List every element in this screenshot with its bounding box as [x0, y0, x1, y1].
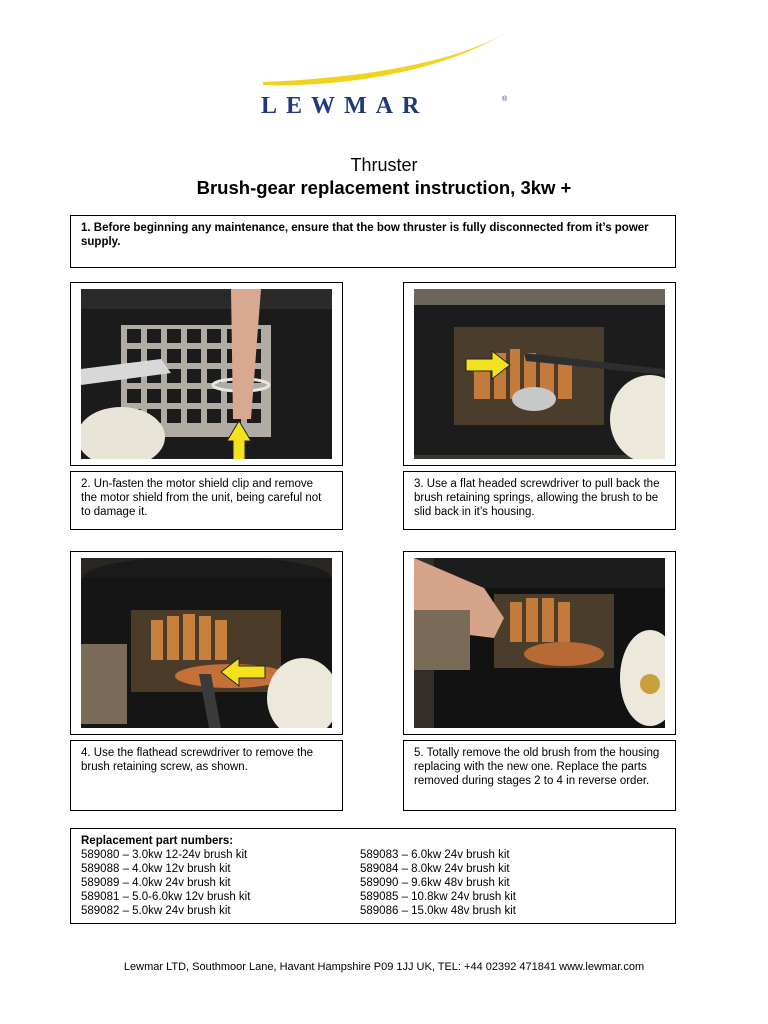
part-item: 589081 – 5.0-6.0kw 12v brush kit [81, 891, 251, 903]
parts-column-right [360, 848, 639, 918]
part-item: 589089 – 4.0kw 24v brush kit [81, 877, 231, 889]
parts-column-left [81, 848, 360, 918]
step-5-photo-frame [403, 551, 676, 735]
step-5-text: 5. Totally remove the old brush from the housing replacing with the new one. Replace the parts removed during stages 2 to 4 in reverse order. [414, 747, 660, 787]
part-item: 589084 – 8.0kw 24v brush kit [360, 863, 510, 875]
part-item: 589090 – 9.6kw 48v brush kit [360, 877, 510, 889]
page-subtitle: Brush-gear replacement instruction, 3kw + [196, 177, 572, 198]
step-4-photo [81, 558, 332, 728]
part-item: 589082 – 5.0kw 24v brush kit [81, 905, 231, 917]
step-3-photo-frame [403, 282, 676, 466]
step-2-caption-box [70, 471, 343, 530]
part-item: 589080 – 3.0kw 12-24v brush kit [81, 849, 248, 861]
part-item: 589083 – 6.0kw 24v brush kit [360, 849, 510, 861]
parts-list-title: Replacement part numbers: [81, 835, 234, 847]
step-1-text: 1. Before beginning any maintenance, ensure that the bow thruster is fully disconnected from it’s power supply. [81, 222, 649, 248]
step-5-caption-box [403, 740, 676, 811]
step-2-photo [81, 289, 332, 459]
step-4-text: 4. Use the flathead screwdriver to remove the brush retaining screw, as shown. [81, 747, 314, 773]
step-1-box [70, 215, 676, 268]
parts-list-box [70, 828, 676, 924]
step-2-text: 2. Un-fasten the motor shield clip and remove the motor shield from the unit, being careful not to damage it. [81, 478, 322, 518]
part-item: 589086 – 15.0kw 48v brush kit [360, 905, 516, 917]
step-3-text: 3. Use a flat headed screwdriver to pull back the brush retaining springs, allowing the brush to be slid back in it’s housing. [414, 478, 660, 518]
logo-swoosh-icon [255, 30, 515, 90]
part-item: 589085 – 10.8kw 24v brush kit [360, 891, 516, 903]
logo-registered-mark: ® [502, 96, 508, 103]
lewmar-logo [255, 30, 515, 122]
step-3-caption-box [403, 471, 676, 530]
logo-wordmark: LEWMAR [261, 93, 429, 119]
page-title: Thruster [350, 155, 418, 175]
step-5-photo [414, 558, 665, 728]
step-3-photo [414, 289, 665, 459]
step-4-caption-box [70, 740, 343, 811]
step-2-photo-frame [70, 282, 343, 466]
footer-address: Lewmar LTD, Southmoor Lane, Havant Hampshire P09 1JJ UK, TEL: +44 02392 471841 www.lewmar.com [123, 961, 645, 973]
part-item: 589088 – 4.0kw 12v brush kit [81, 863, 231, 875]
step-4-photo-frame [70, 551, 343, 735]
